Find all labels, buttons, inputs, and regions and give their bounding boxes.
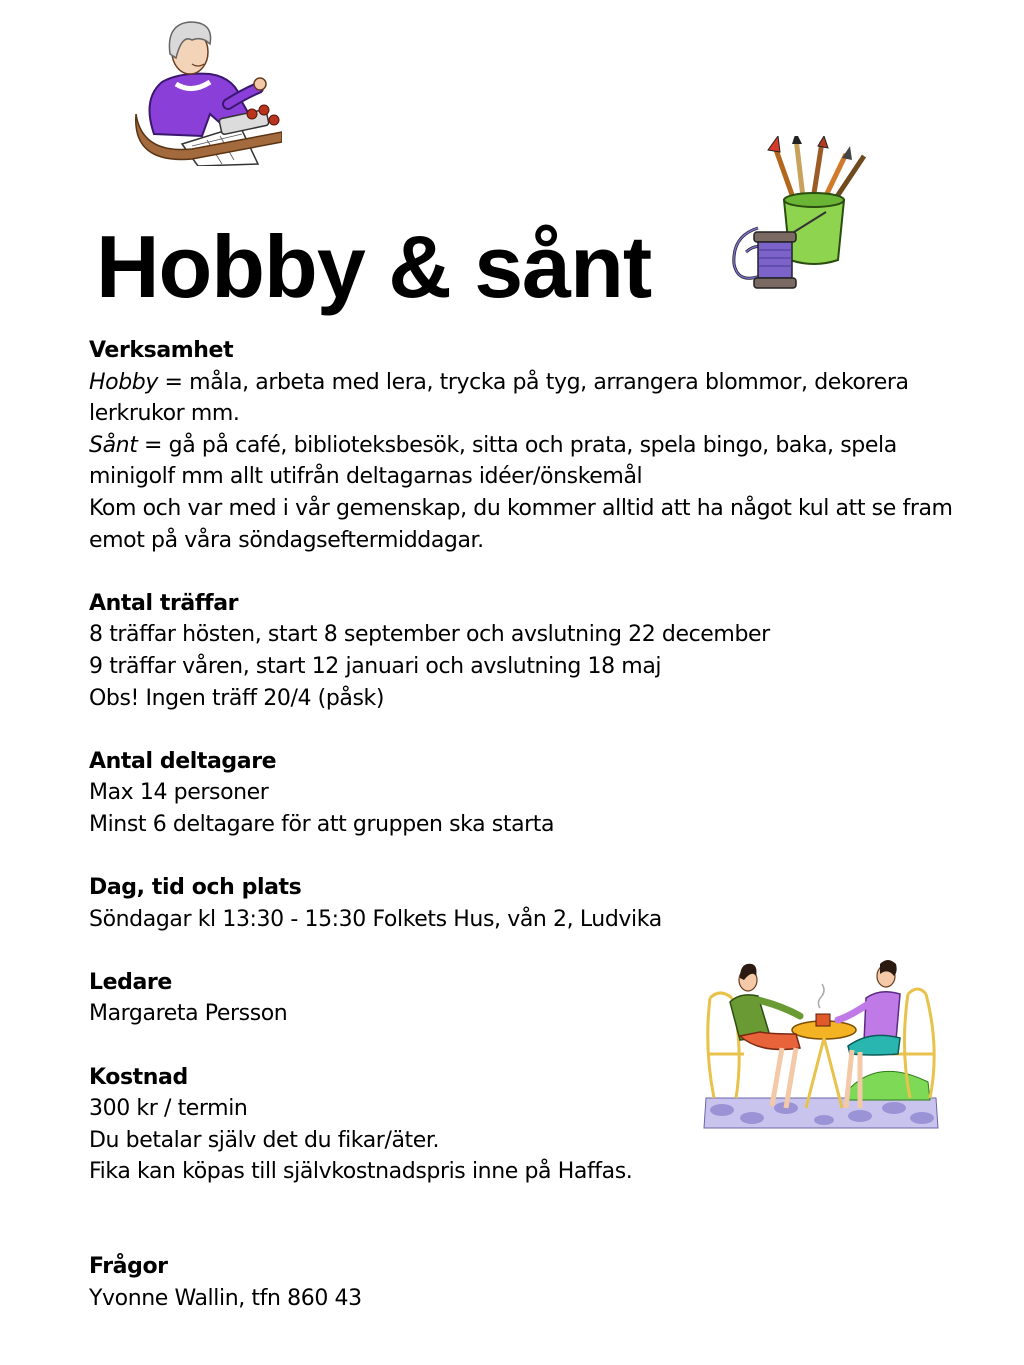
heading-antal-deltagare: Antal deltagare (89, 748, 277, 774)
list-item: Minst 6 deltagare för att gruppen ska starta (89, 811, 555, 837)
page-title: Hobby & sånt (96, 216, 652, 316)
section-fragor (89, 1251, 959, 1314)
list-item: Du betalar själv det du fikar/äter. (89, 1127, 440, 1153)
hobby-description (89, 367, 959, 430)
cafe-women-illustration (700, 958, 942, 1130)
woman-typewriter-illustration (132, 14, 282, 166)
list-item: 9 träffar våren, start 12 januari och avslutning 18 maj (89, 653, 662, 679)
heading-kostnad: Kostnad (89, 1064, 188, 1090)
list-item: Obs! Ingen träff 20/4 (påsk) (89, 685, 385, 711)
invite-text: Kom och var med i vår gemenskap, du kommer alltid att ha något kul att se fram emot på våra söndagseftermiddagar. (89, 495, 953, 553)
section-antal-traffar (89, 588, 959, 714)
paintbrushes-thread-illustration (724, 136, 870, 292)
hobby-term: Hobby (89, 369, 158, 395)
list-item: Margareta Persson (89, 1001, 288, 1027)
section-antal-deltagare (89, 746, 959, 841)
section-dag-tid-plats (89, 872, 959, 935)
heading-fragor: Frågor (89, 1254, 168, 1280)
heading-dag-tid-plats: Dag, tid och plats (89, 875, 302, 901)
list-item: 300 kr / termin (89, 1096, 248, 1122)
heading-ledare: Ledare (89, 969, 172, 995)
sant-term: Sånt (89, 432, 138, 458)
heading-verksamhet: Verksamhet (89, 338, 234, 363)
list-item: Fika kan köpas till självkostnadspris inne på Haffas. (89, 1159, 633, 1185)
main-content (89, 335, 959, 1346)
hobby-text: = måla, arbeta med lera, trycka på tyg, arrangera blommor, dekorera lerkrukor mm. (89, 369, 909, 427)
list-item: 8 träffar hösten, start 8 september och avslutning 22 december (89, 622, 770, 648)
list-item: Söndagar kl 13:30 - 15:30 Folkets Hus, vån 2, Ludvika (89, 906, 662, 932)
sant-description (89, 430, 959, 493)
list-item: Yvonne Wallin, tfn 860 43 (89, 1285, 362, 1311)
sant-text: = gå på café, biblioteksbesök, sitta och prata, spela bingo, baka, spela minigolf mm allt utifrån deltagarnas idéer/önskemål (89, 432, 897, 490)
list-item: Max 14 personer (89, 780, 269, 806)
section-verksamhet (89, 335, 959, 556)
heading-antal-traffar: Antal träffar (89, 590, 239, 616)
